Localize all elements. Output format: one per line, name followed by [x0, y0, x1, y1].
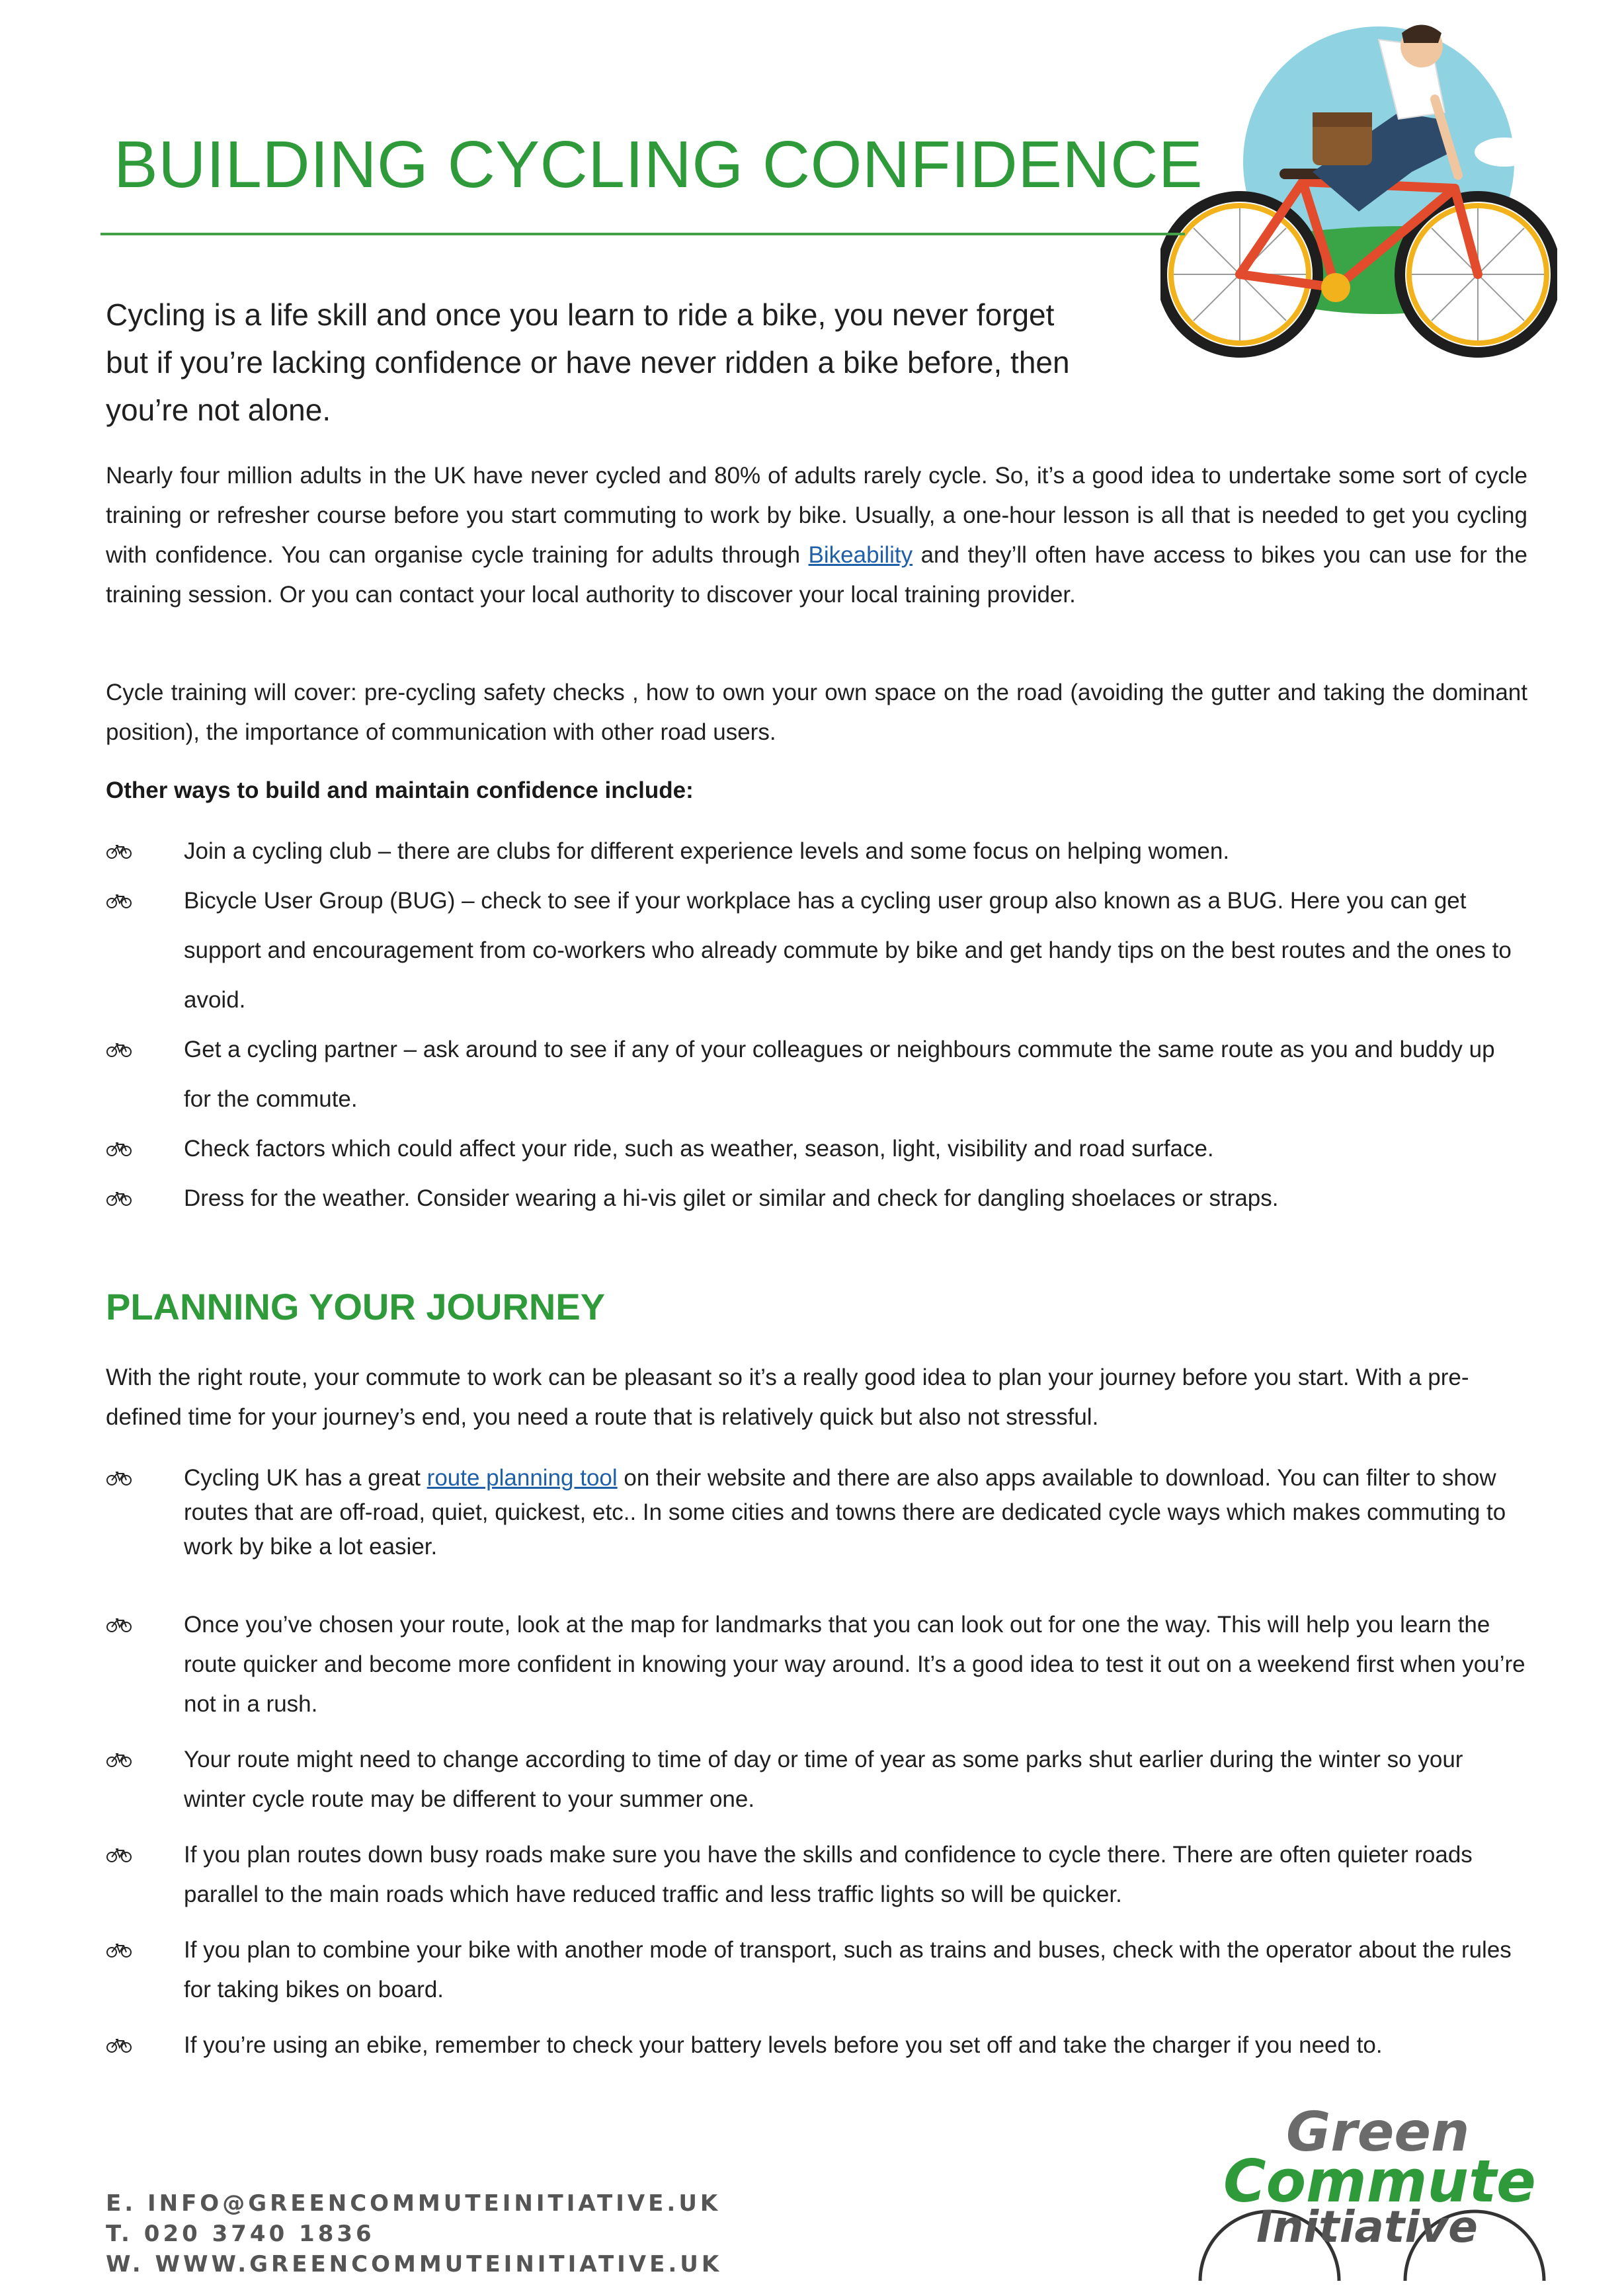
list-item-text: Dress for the weather. Consider wearing a hi-vis gilet or similar and check for dangling shoelaces or straps. [184, 1185, 1279, 1211]
bicycle-icon [106, 1191, 132, 1207]
bicycle-icon [106, 1752, 132, 1768]
bikeability-link[interactable]: Bikeability [808, 542, 913, 568]
contact-block [106, 2188, 722, 2279]
logo-line-green: Green [1286, 2101, 1470, 2164]
bicycle-icon [106, 1470, 132, 1486]
list-item [106, 1173, 1527, 1223]
confidence-list [106, 826, 1527, 1223]
bicycle-icon [106, 1847, 132, 1863]
paragraph-planning: With the right route, your commute to work can be pleasant so it’s a really good idea to plan your journey before you start. With a pre-defined time for your journey’s end, you need a route that is relatively quick but also not stressful. [106, 1365, 1469, 1430]
list-item-text: Check factors which could affect your ride, such as weather, season, light, visibility and road surface. [184, 1136, 1214, 1162]
list-item-text: Join a cycling club – there are clubs for different experience levels and some focus on helping women. [184, 838, 1230, 864]
bicycle-icon [106, 844, 132, 859]
list-item [106, 876, 1527, 1025]
list-item [106, 1930, 1527, 2010]
list-item-text: on their website and there are also apps available to download. You can filter to show routes that are off-road, quiet, quickest, etc.. In some cities and towns there are dedicated cycle ways which makes commuting to work by bike a lot easier. [184, 1465, 1506, 1560]
list-item [106, 1025, 1527, 1124]
intro-text: Cycling is a life skill and once you learn to ride a bike, you never forget but if you’re lacking confidence or have never ridden a bike before, then you’re not alone. [106, 297, 1070, 427]
cyclist-illustration [1160, 20, 1557, 364]
list-item-text: Bicycle User Group (BUG) – check to see if your workplace has a cycling user group also known as a BUG. Here you can get support and encouragement from co-workers who already commute by bike and get handy tips on the best routes and the ones to avoid. [184, 888, 1512, 1013]
route-planning-tool-link[interactable]: route planning tool [426, 1465, 618, 1491]
section-title-planning: PLANNING YOUR JOURNEY [106, 1286, 606, 1327]
page-title: BUILDING CYCLING CONFIDENCE [114, 128, 1203, 202]
list-item-text: Cycling UK has a great [184, 1465, 427, 1491]
list-item-text: If you’re using an ebike, remember to check your battery levels before you set off and take the charger if you need to. [184, 2032, 1383, 2058]
list-item [106, 1124, 1527, 1173]
list-item-text: If you plan to combine your bike with another mode of transport, such as trains and buses, check with the operator about the rules for taking bikes on board. [184, 1937, 1512, 2002]
list-item [106, 1605, 1527, 1724]
list-item-text: Once you’ve chosen your route, look at the map for landmarks that you can look out for one the way. This will help you learn the route quicker and become more confident in knowing your way around. It’s a good idea to test it out on a weekend first when you’re not in a rush. [184, 1612, 1525, 1717]
paragraph-training [106, 456, 1527, 615]
list-item [106, 1835, 1527, 1915]
title-divider [101, 233, 1185, 235]
bicycle-icon [106, 1942, 132, 1958]
confidence-subheading: Other ways to build and maintain confidence include: [106, 777, 694, 803]
bicycle-icon [106, 893, 132, 909]
bicycle-icon [106, 1617, 132, 1633]
planning-list [106, 1461, 1527, 2081]
bicycle-icon [106, 2038, 132, 2053]
list-item [106, 1740, 1527, 1819]
list-item-text: Get a cycling partner – ask around to see if any of your colleagues or neighbours commute the same route as you and buddy up for the commute. [184, 1037, 1495, 1112]
paragraph-training-cover: Cycle training will cover: pre-cycling safety checks , how to own your own space on the road (avoiding the gutter and taking the dominant position), the importance of communication with other road users. [106, 680, 1527, 745]
bicycle-icon [106, 1042, 132, 1058]
list-item-text: If you plan routes down busy roads make sure you have the skills and confidence to cycle there. There are often quieter roads parallel to the main roads which have reduced traffic and less traffic lights so will be quicker. [184, 1842, 1473, 1907]
paragraph-training-text-1: Nearly four million adults in the UK have never cycled and 80% of adults rarely cycle. So, it’s a good idea to undertake some sort of cycle training or refresher course before you start commuting to work by bike. Usually, a one-hour lesson is all that is needed to get you cycling with confidence. You can organise cycle training for adults through [106, 463, 1527, 568]
logo-line-commute: Commute [1223, 2147, 1536, 2215]
list-item [106, 826, 1527, 876]
contact-website[interactable]: W. WWW.GREENCOMMUTEINITIATIVE.UK [106, 2251, 723, 2277]
list-item [106, 1461, 1527, 1564]
list-item [106, 2026, 1527, 2065]
contact-email[interactable]: E. INFO@GREENCOMMUTEINITIATIVE.UK [106, 2190, 721, 2217]
logo-line-initiative: Initiative [1256, 2201, 1478, 2252]
green-commute-logo [1184, 2089, 1561, 2287]
paragraph-training-text-2: and they’ll often have access to bikes you can use for the training session. Or you can contact your local authority to discover your local training provider. [106, 542, 1527, 608]
contact-phone: T. 020 3740 1836 [106, 2221, 375, 2247]
list-item-text: Your route might need to change according to time of day or time of year as some parks shut earlier during the winter so your winter cycle route may be different to your summer one. [184, 1747, 1463, 1812]
bicycle-icon [106, 1141, 132, 1157]
